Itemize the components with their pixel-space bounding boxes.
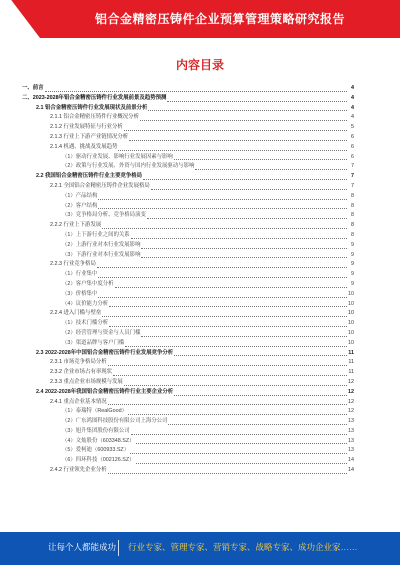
toc-entry[interactable] [22, 211, 354, 221]
toc-page-number: 9 [351, 280, 354, 287]
toc-entry[interactable] [22, 290, 354, 300]
toc-entry[interactable] [22, 104, 354, 114]
toc-entry-title: 2.2.4 进入门槛与壁垒 [50, 310, 102, 317]
report-header [0, 0, 400, 38]
toc-entry-title: （3）价格集中 [62, 290, 98, 297]
toc-leader-dots [143, 179, 347, 180]
toc-entry-title: 2.4.2 行业领先企业分析 [50, 467, 107, 474]
toc-page-number: 6 [351, 143, 354, 150]
toc-entry-title: 2.1 铝合金精密压铸件行业发展现状及前景分析 [36, 104, 148, 111]
toc-entry[interactable] [22, 84, 354, 94]
toc-leader-dots [108, 473, 347, 474]
toc-leader-dots [136, 463, 348, 464]
toc-entry-title: 2.2.2 行业上下游发展 [50, 222, 102, 229]
toc-entry[interactable] [22, 270, 354, 280]
toc-leader-dots [115, 287, 347, 288]
toc-leader-dots [147, 218, 347, 219]
toc-entry-title: （2）客户结构 [62, 202, 98, 209]
toc-entry[interactable] [22, 456, 354, 466]
toc-leader-dots [102, 228, 347, 229]
toc-page-number: 9 [351, 241, 354, 248]
toc-page-number: 4 [351, 114, 354, 121]
toc-page-number: 13 [348, 437, 354, 444]
report-title: 铝合金精密压铸件企业预算管理策略研究报告 [94, 12, 345, 26]
toc-leader-dots [109, 326, 347, 327]
toc-entry[interactable] [22, 251, 354, 261]
footer-slogan: 让每个人都能成功 [48, 542, 117, 552]
toc-entry[interactable] [22, 162, 354, 172]
toc-page-number: 11 [348, 359, 354, 366]
toc-leader-dots [113, 375, 347, 376]
toc-leader-dots [195, 169, 347, 170]
toc-page-number: 12 [348, 398, 354, 405]
toc-entry-title: （3）旭升集团股份有限公司 [62, 427, 130, 434]
toc-entry-title: （4）文灿股份（603348.SZ） [62, 437, 135, 444]
toc-leader-dots [102, 316, 347, 317]
toc-leader-dots [141, 336, 347, 337]
toc-leader-dots [168, 424, 347, 425]
toc-leader-dots [125, 346, 347, 347]
toc-entry[interactable] [22, 349, 354, 359]
toc-page-number: 10 [348, 339, 354, 346]
toc-entry[interactable] [22, 133, 354, 143]
toc-leader-dots [108, 404, 347, 405]
toc-entry-title: 2.2 我国铝合金精密压铸件行业主要竞争格局 [36, 173, 143, 180]
toc-entry-title: （1）驱动行业发展、影响行业发展因素与影响 [62, 153, 173, 160]
toc-entry-title: （3）竞争格局分析、竞争格局演变 [62, 212, 146, 219]
toc-page-number: 7 [351, 182, 354, 189]
toc-entry-title: 2.1.1 铝合金精密压铸件行业概况分析 [50, 114, 139, 121]
toc-entry[interactable] [22, 231, 354, 241]
toc-entry-title: 2.3 2022-2028年中国铝合金精密压铸件行业发展竞争分析 [36, 349, 174, 356]
toc-page-number: 7 [351, 163, 354, 170]
toc-leader-dots [174, 395, 347, 396]
toc-entry[interactable] [22, 427, 354, 437]
toc-leader-dots [140, 120, 347, 121]
toc-entry[interactable] [22, 202, 354, 212]
toc-leader-dots [174, 355, 347, 356]
toc-entry-title: 2.1.3 行业上下游产业链情况分析 [50, 133, 129, 140]
toc-leader-dots [167, 101, 347, 102]
toc-entry[interactable] [22, 300, 354, 310]
toc-leader-dots [98, 208, 347, 209]
toc-leader-dots [151, 189, 347, 190]
toc-page-number: 11 [348, 349, 354, 356]
toc-entry-title: 一、前言 [22, 85, 44, 91]
toc-page-number: 13 [348, 447, 354, 454]
toc-leader-dots [118, 150, 347, 151]
toc-page-number: 6 [351, 153, 354, 160]
toc-entry[interactable] [22, 329, 354, 339]
toc-leader-dots [174, 159, 347, 160]
toc-entry-title: 2.3.3 重点企业市场规模与发展 [50, 378, 123, 385]
toc-entry-title: （1）技术门槛分析 [62, 320, 109, 327]
toc-entry-title: （5）爱柯迪（600933.SZ） [62, 447, 130, 454]
toc-entry[interactable] [22, 153, 354, 163]
toc-entry[interactable] [22, 417, 354, 427]
toc-leader-dots [148, 110, 347, 111]
toc-leader-dots [98, 277, 347, 278]
toc-entry[interactable] [22, 466, 354, 476]
toc-page-number: 8 [351, 222, 354, 229]
toc-leader-dots [141, 257, 347, 258]
toc-entry[interactable] [22, 221, 354, 231]
toc-entry[interactable] [22, 192, 354, 202]
toc-entry[interactable] [22, 94, 354, 104]
toc-entry[interactable] [22, 358, 354, 368]
toc-page-number: 11 [348, 369, 354, 376]
toc-page-number: 8 [351, 202, 354, 209]
toc-page-number: 10 [348, 300, 354, 307]
toc-entry-title: 2.1.4 机遇、挑战及发展趋势 [50, 143, 118, 150]
toc-entry-title: （2）客户集中度分析 [62, 280, 114, 287]
toc-page-number: 10 [348, 329, 354, 336]
toc-entry-title: （1）上下游行业之间的关系 [62, 231, 130, 238]
toc-leader-dots [130, 453, 347, 454]
toc-entry-title: （2）广东鸿图科技股份有限公司上海分公司 [62, 418, 168, 425]
toc-entry[interactable] [22, 182, 354, 192]
toc-page-number: 10 [348, 320, 354, 327]
toc-page-number: 9 [351, 251, 354, 258]
toc-entry-title: 二、2023-2028年铝合金精密压铸件行业发展前景及趋势预测 [22, 94, 167, 101]
toc-leader-dots [131, 434, 347, 435]
toc-page-number: 14 [348, 457, 354, 464]
toc-entry-title: （3）渠道品牌与客户门槛 [62, 339, 125, 346]
toc-leader-dots [136, 443, 348, 444]
toc-entry-title: 2.3.2 企业市场占有率现状 [50, 369, 113, 376]
toc-entry[interactable] [22, 378, 354, 388]
toc-page-number: 9 [351, 261, 354, 268]
toc-leader-dots [109, 306, 347, 307]
toc-entry-title: （1）产品结构 [62, 192, 98, 199]
toc-entry[interactable] [22, 113, 354, 123]
toc-entry[interactable] [22, 309, 354, 319]
toc-leader-dots [124, 130, 347, 131]
toc-leader-dots [45, 91, 347, 92]
toc-entry[interactable] [22, 388, 354, 398]
toc-entry[interactable] [22, 437, 354, 447]
toc-entry-title: 2.1.2 行业发展特征与行业分析 [50, 124, 123, 131]
toc-leader-dots [97, 267, 347, 268]
toc-entry-title: 2.2.3 行业竞争格局 [50, 261, 96, 268]
toc-page-number: 4 [351, 94, 354, 101]
table-of-contents [22, 84, 354, 531]
toc-page-number: 6 [351, 133, 354, 140]
toc-entry-title: （2）上游行业对本行业发展影响 [62, 241, 141, 248]
toc-entry-title: （3）下游行业对本行业发展影响 [62, 251, 141, 258]
footer-divider [118, 540, 119, 556]
toc-entry[interactable] [22, 398, 354, 408]
toc-entry[interactable] [22, 280, 354, 290]
header-decoration [0, 0, 40, 38]
toc-page-number: 8 [351, 192, 354, 199]
toc-leader-dots [98, 297, 347, 298]
toc-entry-title: （1）泰瑞特（RealGood） [62, 408, 128, 415]
toc-entry-title: 2.4 2022-2028年我国铝合金精密压铸件行业主要企业分析 [36, 388, 174, 395]
toc-entry[interactable] [22, 241, 354, 251]
toc-page-number: 8 [351, 212, 354, 219]
toc-page-number: 8 [351, 231, 354, 238]
toc-entry-title: （2）政策与行业发展、外资与国内行业发展驱动与影响 [62, 163, 195, 170]
footer-tagline: 行业专家、管理专家、营销专家、战略专家、成功企业家…… [128, 542, 358, 552]
toc-entry[interactable] [22, 368, 354, 378]
toc-leader-dots [108, 365, 347, 366]
toc-entry-title: 2.2.1 全国铝合金精密压铸件企业发展格局 [50, 182, 150, 189]
toc-entry-title: 2.4.1 重点企业基本情况 [50, 398, 107, 405]
toc-page-number: 13 [348, 427, 354, 434]
toc-entry[interactable] [22, 446, 354, 456]
toc-page-number: 12 [348, 408, 354, 415]
toc-entry-title: （4）议价能力分析 [62, 300, 109, 307]
toc-entry-title: 2.3.1 市场竞争格局分析 [50, 359, 107, 366]
toc-entry[interactable] [22, 260, 354, 270]
toc-entry-title: （2）经营管理与资金与人员门槛 [62, 329, 141, 336]
report-footer [0, 532, 400, 565]
toc-page-number: 12 [348, 378, 354, 385]
toc-page-number: 13 [348, 418, 354, 425]
toc-entry[interactable] [22, 123, 354, 133]
toc-leader-dots [128, 414, 347, 415]
toc-page-number: 12 [348, 388, 354, 395]
toc-page-number: 10 [348, 290, 354, 297]
toc-page-number: 4 [351, 104, 354, 111]
toc-heading: 内容目录 [175, 58, 224, 72]
toc-page-number: 14 [348, 467, 354, 474]
toc-page-number: 5 [351, 124, 354, 131]
toc-leader-dots [124, 385, 347, 386]
toc-entry[interactable] [22, 407, 354, 417]
toc-page-number: 10 [348, 310, 354, 317]
toc-leader-dots [141, 248, 347, 249]
toc-entry[interactable] [22, 319, 354, 329]
toc-entry[interactable] [22, 339, 354, 349]
toc-leader-dots [98, 199, 347, 200]
toc-leader-dots [131, 238, 347, 239]
toc-entry[interactable] [22, 143, 354, 153]
toc-page-number: 7 [351, 173, 354, 180]
toc-entry-title: （6）四环科技（002126.SZ） [62, 457, 135, 464]
toc-entry-title: （1）行业集中 [62, 271, 98, 278]
toc-page-number: 4 [351, 85, 354, 91]
toc-entry[interactable] [22, 172, 354, 182]
toc-leader-dots [129, 140, 347, 141]
toc-page-number: 9 [351, 271, 354, 278]
